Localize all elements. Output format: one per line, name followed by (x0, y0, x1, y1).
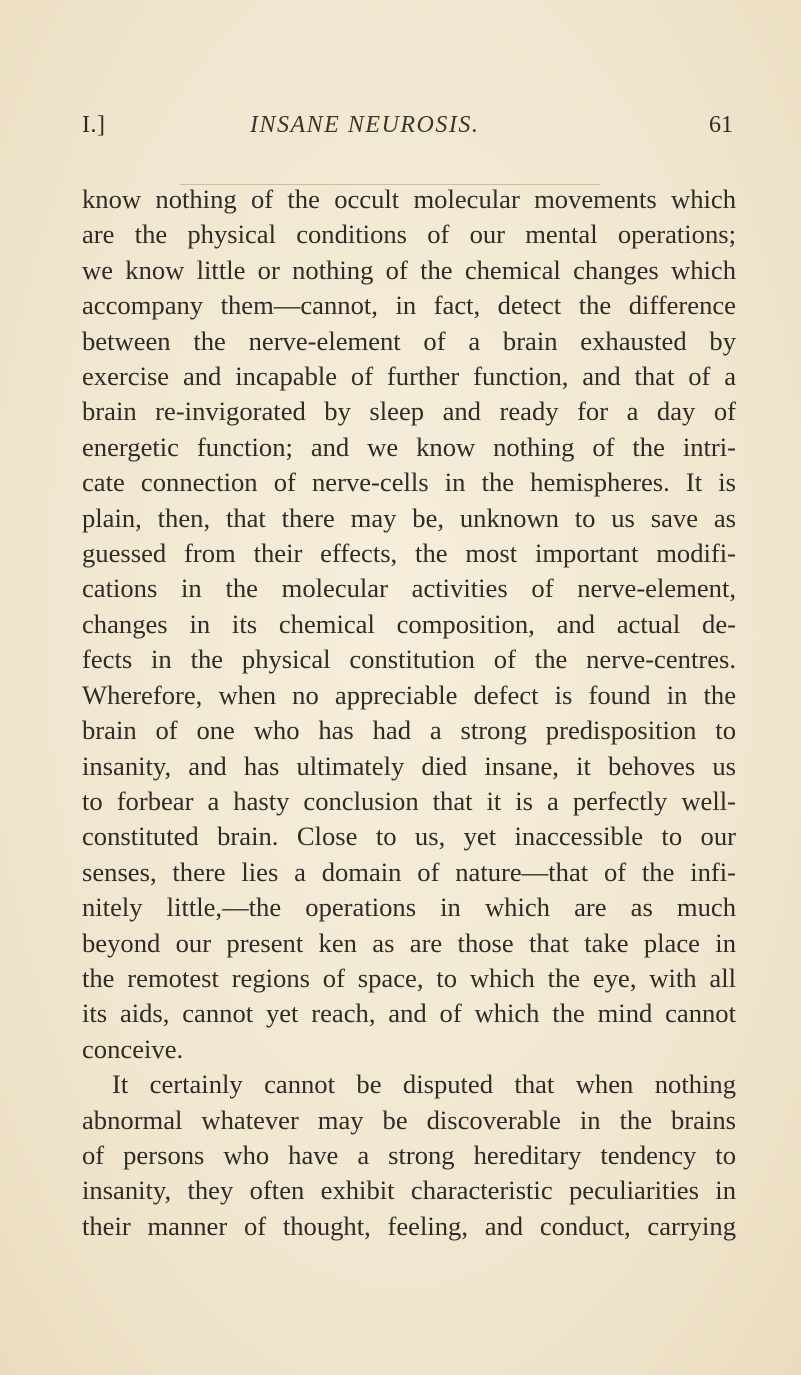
running-title: INSANE NEUROSIS. (250, 112, 480, 138)
text-line: of persons who have a strong hereditary tendency to (82, 1139, 736, 1170)
text-line: we know little or nothing of the chemical changes which (82, 254, 736, 285)
text-line: know nothing of the occult molecular movements which (82, 184, 736, 214)
text-line: their manner of thought, feeling, and conduct, carrying (82, 1210, 736, 1241)
text-line: guessed from their effects, the most important modifi- (82, 538, 736, 569)
paragraph-start-line: It certainly cannot be disputed that when nothing (112, 1069, 736, 1100)
text-line: senses, there lies a domain of nature—that of the infi- (82, 856, 736, 887)
paragraph-end-line: conceive. (82, 1033, 184, 1064)
text-line: cations in the molecular activities of nerve-element, (82, 573, 736, 604)
text-line: are the physical conditions of our mental operations; (82, 219, 736, 250)
text-line: constituted brain. Close to us, yet inaccessible to our (82, 821, 736, 852)
text-line: brain re-invigorated by sleep and ready for a day of (82, 396, 736, 427)
page-header (0, 112, 801, 152)
text-line: accompany them—cannot, in fact, detect the difference (82, 290, 736, 321)
page-number: 61 (709, 112, 733, 138)
text-line: brain of one who has had a strong predisposition to (82, 715, 736, 746)
text-line: the remotest regions of space, to which the eye, with all (82, 962, 736, 993)
text-line: beyond our present ken as are those that take place in (82, 927, 736, 958)
text-line: abnormal whatever may be discoverable in the brains (82, 1104, 736, 1135)
text-line: Wherefore, when no appreciable defect is found in the (82, 679, 736, 710)
text-line: cate connection of nerve-cells in the hemispheres. It is (82, 467, 736, 498)
text-line: insanity, and has ultimately died insane, it behoves us (82, 750, 736, 781)
text-line: energetic function; and we know nothing of the intri- (82, 431, 736, 462)
text-line: to forbear a hasty conclusion that it is a perfectly well- (82, 785, 736, 816)
text-line: insanity, they often exhibit characteristic peculiarities in (82, 1175, 736, 1206)
body-text (82, 182, 736, 1244)
text-line: nitely little,—the operations in which are as much (82, 892, 736, 923)
text-line: changes in its chemical composition, and actual de- (82, 608, 736, 639)
text-line: its aids, cannot yet reach, and of which the mind cannot (82, 998, 736, 1029)
chapter-marker: I.] (82, 112, 106, 138)
text-line: plain, then, that there may be, unknown to us save as (82, 502, 736, 533)
text-line: exercise and incapable of further function, and that of a (82, 361, 736, 392)
text-line: between the nerve-element of a brain exhausted by (82, 325, 736, 356)
text-line: fects in the physical constitution of the nerve-centres. (82, 644, 736, 675)
